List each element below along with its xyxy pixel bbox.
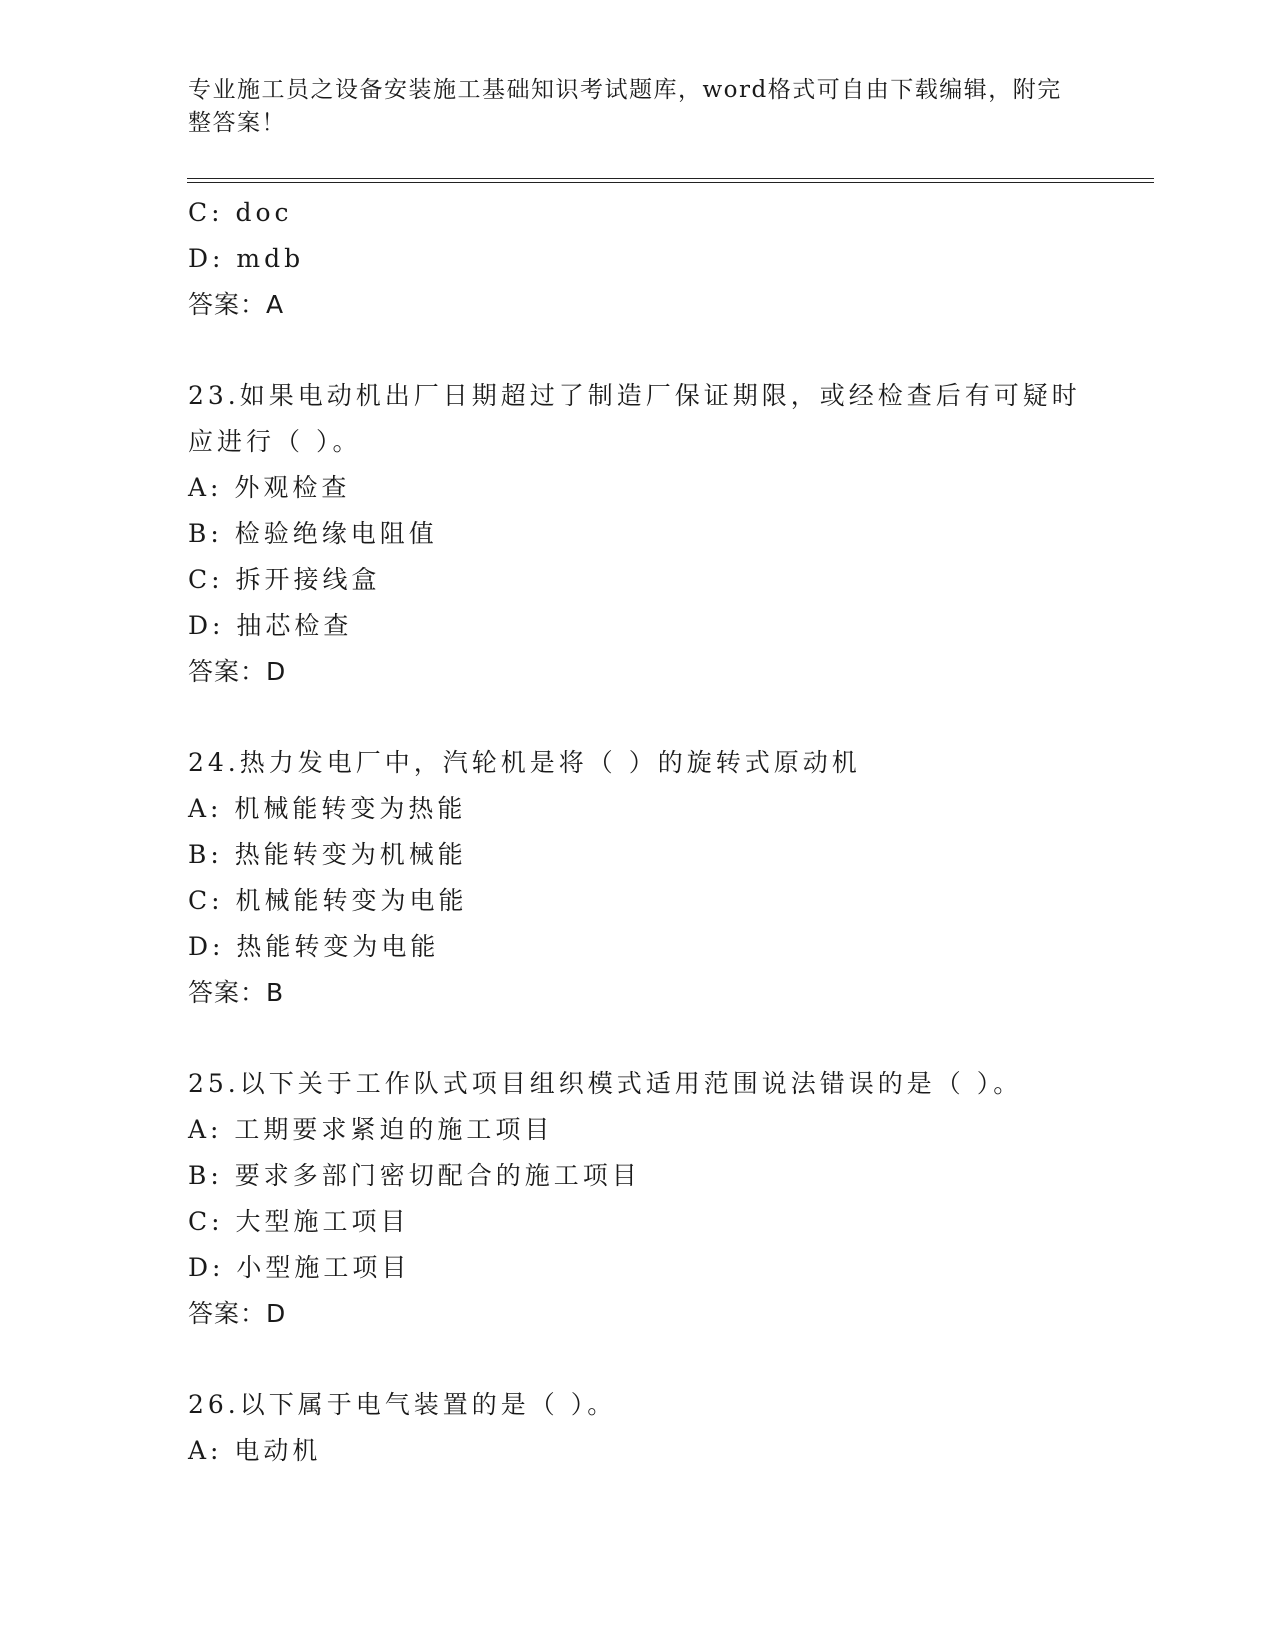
option-c: C: 拆开接线盒	[188, 565, 381, 594]
question-list	[188, 190, 1148, 1474]
question-stem: 24.热力发电厂中，汽轮机是将（ ）的旋转式原动机	[188, 748, 861, 777]
answer: 答案：A	[188, 290, 285, 319]
question-stem: 23.如果电动机出厂日期超过了制造厂保证期限，或经检查后有可疑时	[188, 381, 1081, 410]
answer: 答案：D	[188, 657, 287, 686]
option-c: C: 大型施工项目	[188, 1207, 410, 1236]
option-c: C: 机械能转变为电能	[188, 886, 468, 915]
option-d: D: 抽芯检查	[188, 611, 353, 640]
option-d: D: 小型施工项目	[188, 1253, 411, 1282]
question-stem: 应进行（ ）。	[188, 427, 362, 456]
option-d: D: mdb	[188, 244, 305, 273]
question-23	[188, 373, 1148, 695]
question-24	[188, 740, 1148, 1016]
header-line: 整答案！	[188, 110, 286, 136]
question-25	[188, 1061, 1148, 1337]
option-a: A: 机械能转变为热能	[188, 794, 467, 823]
question-stem: 26.以下属于电气装置的是（ ）。	[188, 1390, 617, 1419]
option-b: B: 要求多部门密切配合的施工项目	[188, 1161, 641, 1190]
document-header	[188, 74, 1088, 140]
question-stem: 25.以下关于工作队式项目组织模式适用范围说法错误的是（ ）。	[188, 1069, 1023, 1098]
header-rule	[187, 178, 1154, 179]
option-a: A: 外观检查	[188, 473, 351, 502]
option-a: A: 电动机	[188, 1436, 322, 1465]
option-c: C: doc	[188, 198, 293, 227]
answer: 答案：D	[188, 1299, 287, 1328]
option-a: A: 工期要求紧迫的施工项目	[188, 1115, 554, 1144]
option-d: D: 热能转变为电能	[188, 932, 440, 961]
partial-question	[188, 190, 1148, 328]
answer: 答案：B	[188, 978, 285, 1007]
option-b: B: 检验绝缘电阻值	[188, 519, 438, 548]
header-line: 专业施工员之设备安装施工基础知识考试题库，word格式可自由下载编辑，附完	[188, 77, 1062, 103]
question-26	[188, 1382, 1148, 1474]
header-rule	[187, 182, 1154, 183]
option-b: B: 热能转变为机械能	[188, 840, 467, 869]
